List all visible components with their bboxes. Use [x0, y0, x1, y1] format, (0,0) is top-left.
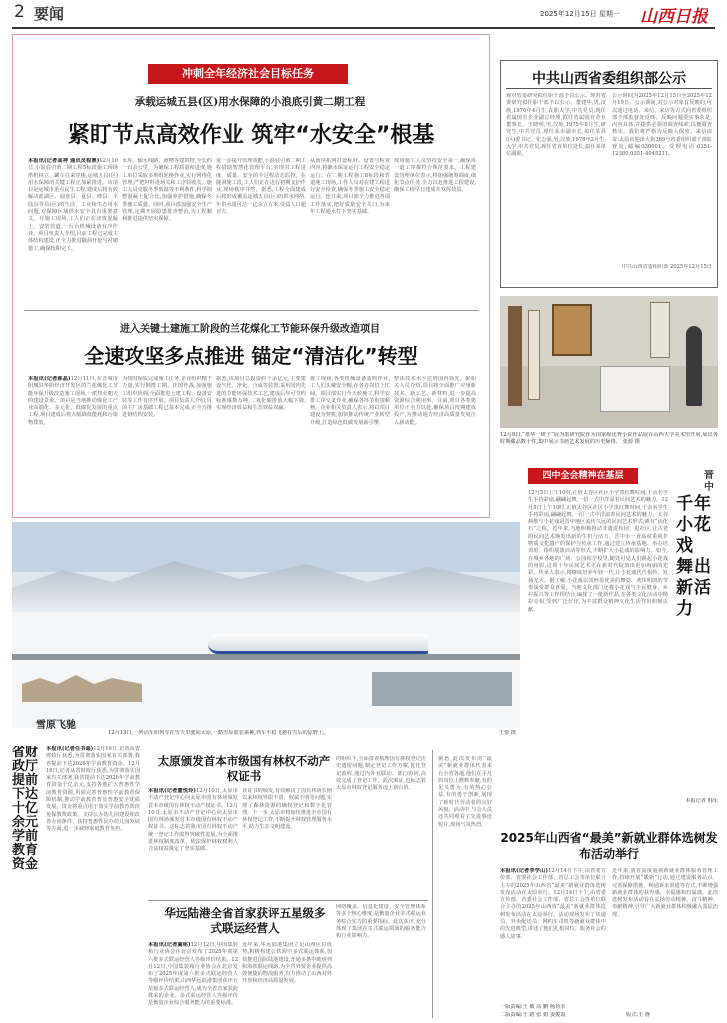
article1-subtitle: 承载运城五县(区)用水保障的小浪底引黄二期工程 — [134, 96, 366, 108]
header-rule — [12, 27, 715, 29]
issue-date: 2025年12月15日 星期一 — [540, 10, 620, 18]
article2-col4: 施工现场,各类机械设备轰鸣作业,工人们头戴安全帽,在各自岗位上忙碌。项目部实行全天候施工,科学安排工序交叉作业,确保各环节衔接顺畅。企业相关负责人表示,将以项目建设为契机,加快推动传统产业转型升级,打造绿色低碳发展新引擎。 — [310, 376, 390, 426]
banner-label: 冲刺全年经济社会目标任务 — [148, 64, 348, 84]
newspaper-logo: 山西日报 — [640, 7, 708, 26]
article2-col1: 本报讯(记者郝晶)12月11日,在晋城市阳城县华阳经济开发区的兰花煤化工节能环保升级改造施工现场,一派热火朝天的建设景象。项目是当地推动煤化工产业高端化、多元化、低碳化发展的重点工程,项目建成后将大幅降低能耗和污染物排放。 — [28, 376, 118, 426]
qunti-title: 2025年山西省“最美”新就业群体选树发布活动举行 — [500, 831, 718, 861]
notice-col1: 现对省委研究拟任职干部予以公示。现对省委研究拟任职干部予以公示。董建华,男,汉族,1976年4月生,在职大学,中共党员,现任省属国有企业副总经理,拟任省属国有企业董事长。王晓明,男,汉族,1975年8月生,研究生,中共党员,现任某市副市长,拟任某县(区)委书记。张志强,男,汉族,1978年2月生,大学,中共党员,现任省直单位处长,拟任某单位副职。 — [506, 93, 606, 158]
notice-title: 中共山西省委组织部公示 — [532, 71, 686, 87]
notice-col2: 公示时间为2025年12月15日至2025年12月19日。公示期间,对公示对象有反映的,可以通过电话、来信、来访等方式向省委组织部干部监督处反映。反映问题要实事求是,内容具体,并提供必要的调查线索,以便调查核实。我们将严格为反映人保密。来信请寄:太原市迎泽大街369号省委组织部干部监督处,邮编030001。受理电话:0351-12380,0351-4045211。 — [612, 93, 712, 158]
sky — [12, 522, 520, 572]
taiyuan-col2: 该证书的颁发,有效解决了国有林场长期以来林权界限不清、权属不明等问题,实现了森林资源的确权登记和数字化管理。下一步,太原市将加快推进全市国有林权登记工作,不断提升林权管理服务水平,助力生态文明建设。 — [242, 788, 332, 831]
bridge-deck — [12, 654, 520, 660]
column-divider — [432, 750, 433, 1018]
display-case — [600, 366, 670, 412]
taiyuan-col3: 的组织下,全面排查梳理国有林权登记历史遗留问题,制定登记工作方案,优化登记流程,通过内外业联动、部门协同,高效完成了登记工作。此次颁证,也标志着太原市林权登记服务迈上新台阶。 — [336, 756, 426, 792]
xiaohuaxi-byline: 本报记者 韩乐 — [685, 798, 718, 804]
article1-col2: 水库、输水线路、渡槽等建筑物,全长约一百余公里。为确保工程质量和进度,施工单位采取多班组轮换作业,实行网格化管理,严把材料进场关和工序验收关。施工人员克服冬季低温等不利条件,科学调整混凝土配合比,加强养护措施,确保冬季施工质量。同时,项目部加强安全生产管理,定期开展隐患排查整治,为工程顺利推进提供坚实保障。 — [122, 158, 212, 223]
article-divider — [148, 900, 428, 901]
vertical-article-col: 本报讯(记者任书遥)12月16日,记者从省财政厅获悉,为贯彻落实国家有关部署,我省提前下达2026年学前教育资金。12月16日,记者从省财政厅获悉,为贯彻落实国家有关部署,我省提前下达2026年学前教育资金十亿余元,支持各地扩大普惠性学前教育资源,巩固完善普惠性学前教育保障机制,推动学前教育普及普惠安全优质发展。资金将重点用于落实学前教育阶段免保教费政策、支持公办幼儿园建设和改善办园条件、扶持普惠性民办幼儿园发展等方面,进一步减轻家庭教育负担。 — [46, 746, 140, 833]
article1-col3: 进一步提升管理效能,小浪底引黄二期工程借助智慧化管理平台,实现对工程进度、质量、安全的全过程动态监控。在隧洞施工段,工人们正在进行初期支护作业,现场秩序井然。据悉,工程全面建成后将形成覆盖运城五县(区)的供水网络,年供水量可达一亿余立方米,受益人口超百万。 — [216, 158, 306, 216]
train-photo-credit: 王蕾 摄 — [498, 730, 516, 736]
exhibit-photo — [500, 296, 718, 428]
article2-subtitle: 进入关键土建施工阶段的兰花煤化工节能环保升级改造项目 — [120, 324, 380, 335]
vertical-headline: 省财政厅提前下达十亿余元学前教育资金 — [12, 746, 39, 872]
article2-col2: 为按时保质完成施工任务,企业组织精干力量,实行倒排工期、挂图作战,加强施工组织协调,全面推进土建工程、设备安装等工作有序开展。项目负责人介绍,目前主厂房基础工程已基本完成,正全力推进钢结构安装。 — [122, 376, 212, 419]
scroll-painting — [650, 302, 670, 358]
article1-col4: 从而顶拓网打设标杆、设置与检查内容,将确水保证运行工程安全稳定运行。在二期工程施工8标段和管道施工现场,工作人员对在建工程进行安全检查,确保冬季施工安全稳定运行。连日来,项目部全力推进各项工作落实,把好质量安全关口,为来年工程通水打下坚实基础。 — [310, 158, 390, 216]
xiaohuaxi-kicker: 晋中 — [704, 470, 714, 493]
taiyuan-title: 太原颁发首本市级国有林权不动产权证书 — [157, 754, 331, 783]
qunti-col-left: 据悉,此次发布的“最美”新就业群体代表来自全省各地,他们在平凡的岗位上默默奉献,有的见义勇为,有的热心公益,有的勇于创新,展现了新时代劳动者的良好风貌。活动中,与会人员还共同观看了先进事迹短片,现场气氛热烈。 — [438, 756, 492, 828]
notice-footer: 中共山西省委组织部 2025年12月15日 — [621, 264, 712, 270]
huayuan-col3: 网络覆盖、信息化建设、安全管理体系等多个核心维度,是衡量企业多式联运业务综合实力的重要指标。此次获评,充分体现了集团在多式联运领域的服务能力和行业影响力。 — [336, 904, 426, 940]
qunti-col1: 本报讯(记者李学山)12月14日下午,由省委宣传部、省委社会工作部、省总工会等单位联合主办的2025年山西省“最美”新就业群体选树发布活动在太原举行。12月14日下午,由省委宣传部、省委社会工作部、省总工会等单位联合主办的2025年山西省“最美”新就业群体选树发布活动在太原举行。活动现场发布了快递员、外卖配送员、网约车司机等新就业群体中的先进典型,讲述了他们扎根岗位、服务社会的感人故事。 — [500, 868, 606, 940]
taiyuan-col1: 本报讯(记者董悦玲)12月10日,太原市不动产登记中心向太原市国有林场颁发首本市级国有林权不动产权证书。12月10日,太原市不动产登记中心向太原市国有林场颁发首本市级国有林权不动产权证书。这标志着我市国有林权不动产统一登记工作取得突破性进展,为全面推进林权制度改革、依法保护林权权利人合法权益奠定了坚实基础。 — [148, 788, 238, 853]
page-number: 2 — [14, 2, 25, 22]
article-divider — [24, 310, 479, 311]
footer-editors: 一版责编:王 敏 高 鹏 杨荷幸 — [500, 1004, 566, 1010]
article1-col1: 本报讯(记者高神 通讯员程鼎)12月10日,小浪底引黄二期工程5标段施工现场塔机林立、罐车往来穿梭,运城五县(区)用水保障的关键工程正加紧推进。该项目是运城市重点民生工程,建成后将有效解决盐湖区、闻喜县、夏县、绛县、平陆县等县(区)的生活、工业和生态用水问题,对保障区域供水安全具有重要意义。在施工现场,工人们正在浇筑混凝土、安装管道,一台台机械设备有序作业。项目负责人介绍,目前工程已完成主体结构建设,正全力推进隧洞开挖与衬砌施工,确保按期完工。 — [28, 158, 118, 252]
visitor-figure — [686, 326, 702, 406]
huayuan-title: 华远陆港全省首家获评五星级多式联运经营人 — [164, 906, 326, 935]
huayuan-col2: 近年来,华远陆港集团立足山西区位优势,积极构建公铁海空多式联运体系,加快推进国际陆港建设,开通多条中欧班列和海铁联运线路,为全省外贸企业提供高效便捷的物流服务,有力推动了山西对外开放和经济高质量发展。 — [242, 942, 332, 985]
qunti-col2: 近年来,我省高度重视新就业群体服务管理工作,持续开展“暖新”行动,通过建设服务站点、完善保障措施、畅通诉求渠道等方式,不断增强新就业群体的获得感、幸福感和归属感。此次选树发布活动旨在弘扬劳动精神、奋斗精神、奉献精神,引导广大新就业群体积极融入基层治理。 — [612, 868, 718, 918]
xiaohuaxi-col1: 12月5日上午10时,正值太谷区社区小学黑红舞时间,千余名学生手持彩扇,翩翩起舞,一招一式中洋溢着民间艺术的魅力。12月5日上午10时,正值太谷区社区小学黑红舞时间,千余名学生手持彩扇,翩翩起舞,一招一式中洋溢着民间艺术的魅力。太谷秧歌与小花戏是晋中地区流传久远的民间艺术形式,素有“活化石”之称。近年来,当地积极推动非遗进校园、进社区,让古老的民间艺术焕发出新的生机与活力。晋中市一直高度重视非物质文化遗产的保护与传承工作,通过建立传承基地、举办培训班、组织展演活动等形式,不断扩大小花戏的影响力。如今,在城乡各地的广场、公园和学校里,随处可见人们跳起小花戏的身影,这项千年民间艺术正在新时代绽放出更加绚丽的光彩。传承人表示,将继续培养年轻一代,让小花戏代代相传、发扬光大。据了解,小花戏以其轻盈优美的舞姿、欢快明朗的节奏深受群众喜爱。当地文化部门还将小花戏与全民健身、乡村振兴等工作相结合,编排了一批新作品,在各类文化活动中精彩亮相,受到广泛好评,为丰富群众精神文化生活作出积极贡献。 — [528, 490, 668, 613]
article1-title: 紧盯节点高效作业 筑牢“水安全”根基 — [67, 123, 435, 148]
train-photo — [12, 522, 520, 728]
section-name: 要闻 — [34, 5, 65, 23]
framed-calligraphy — [552, 304, 592, 356]
xiaohuaxi-title: 千年小花戏 舞出新活力 — [676, 494, 712, 619]
article2-title: 全速攻坚多点推进 锚定“清洁化”转型 — [84, 344, 418, 368]
article1-col5: 现场施工人员坚持安全第一,确保每一道工序都符合规范要求。工程建设管理单位表示,将加强统筹调度,细化节点任务,全力以赴推进工程建设,确保工程早日建成并发挥效益。 — [394, 158, 476, 194]
village-buildings — [372, 672, 512, 706]
footer-layout: 版式:王 静 — [626, 1012, 651, 1018]
article2-col3: 据悉,该项目总投资约十余亿元,主要建设气化、净化、合成等装置,采用国内先进的节能环保技术工艺,建成后年可节约标准煤数万吨,二氧化碳排放大幅下降,实现经济效益和生态效益双赢。 — [216, 376, 306, 412]
train-photo-label: 雪原飞驰 — [36, 720, 76, 731]
snow-field — [12, 612, 520, 728]
footer-proofreaders: 二版责编:王 路 张 娟 姜俊霞 — [500, 1012, 566, 1018]
high-speed-train — [208, 634, 428, 654]
section-tag: 四中全会精神在基层 — [528, 468, 638, 484]
huayuan-col1: 本报讯(记者冀铭)12月12日,中国集装箱行业协会在北京发布了2025年度第六批多式联运经营人等级评价结果。12月12日,中国集装箱行业协会在北京发布了2025年度第六批多式联运经营人等级评价结果,山西华远陆港集团获评五星级多式联运经营人,成为全省首家获此殊荣的企业。多式联运经营人等级评价是衡量企业综合服务能力的重要标准。 — [148, 942, 238, 1007]
article2-col5: 整体技术水平达到国内领先。据相关人员介绍,项目将全面推广应用新技术、新工艺、新材料,进一步提高资源综合利用率。目前,项目各参建单位正全力以赴,确保项目按期建成投产,为推动地方经济高质量发展注入新动能。 — [394, 376, 476, 426]
page-header — [0, 0, 727, 26]
notice-rule — [506, 88, 712, 89]
exhibit-caption: 12月9日,“墨华一研子”展为墨研究院作为国家级优秀小说作品展在山西大学美术馆开展,展出各时期藏品数十件,集中展示书画艺术发展的历史脉络。 张源 摄 — [500, 432, 718, 446]
scroll-painting — [508, 306, 522, 406]
train-photo-caption: 12月13日,一列动车组列车在雪天里驶向太原,一路雪原银装素裹,列车平稳飞驰在雪后的原野上。 — [108, 730, 329, 736]
scroll-painting — [528, 310, 540, 400]
